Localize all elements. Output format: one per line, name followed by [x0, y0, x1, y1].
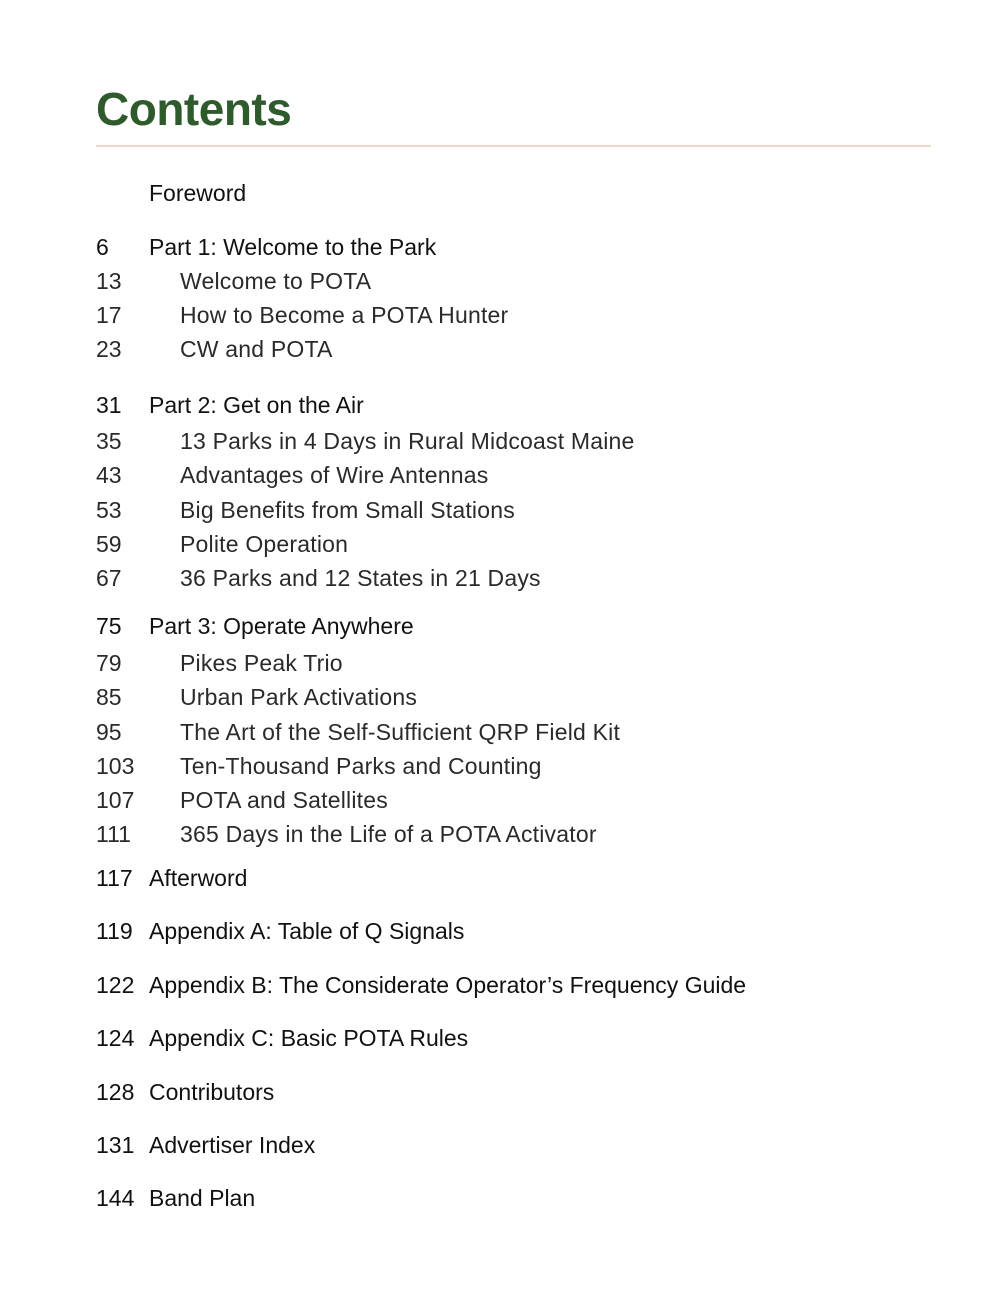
toc-page-number: 67 [96, 565, 122, 591]
toc-entry[interactable] [96, 680, 956, 714]
toc-page-number: 111 [96, 821, 131, 847]
toc-entry-afterword[interactable] [96, 861, 956, 895]
toc-entry-title: Welcome to POTA [180, 268, 372, 294]
toc-page-number: 85 [96, 684, 122, 710]
page-title: Contents [96, 83, 292, 135]
toc-entry-title: Pikes Peak Trio [180, 650, 343, 676]
toc-entry-title: CW and POTA [180, 336, 333, 362]
toc-entry[interactable] [96, 332, 956, 366]
toc-page-number: 6 [96, 234, 109, 260]
toc-page-number: 103 [96, 753, 135, 779]
toc-entry-title: Band Plan [149, 1185, 256, 1211]
toc-entry[interactable] [96, 783, 956, 817]
toc-page-number: 122 [96, 972, 135, 998]
toc-entry-title: How to Become a POTA Hunter [180, 302, 509, 328]
toc-entry-contributors[interactable] [96, 1075, 956, 1109]
toc-entry-title: 365 Days in the Life of a POTA Activator [180, 821, 597, 847]
toc-entry-title: Ten-Thousand Parks and Counting [180, 753, 542, 779]
toc-entry-appendix-a[interactable] [96, 914, 956, 948]
toc-page-number: 124 [96, 1025, 135, 1051]
toc-entry[interactable] [96, 264, 956, 298]
toc-part-heading-1[interactable] [96, 230, 956, 264]
toc-page-number: 117 [96, 865, 133, 891]
toc-entry-foreword[interactable] [96, 176, 956, 210]
toc-entry-title: Urban Park Activations [180, 684, 418, 710]
toc-part-heading-2[interactable] [96, 388, 956, 422]
toc-entry-title: Appendix B: The Considerate Operator’s Frequency Guide [149, 972, 747, 998]
toc-entry[interactable] [96, 646, 956, 680]
toc-entry-title: Appendix C: Basic POTA Rules [149, 1025, 469, 1051]
toc-entry-title: POTA and Satellites [180, 787, 388, 813]
toc-page-number: 35 [96, 428, 122, 454]
toc-entry[interactable] [96, 493, 956, 527]
toc-entry-title: Contributors [149, 1079, 275, 1105]
toc-part-title: Part 1: Welcome to the Park [149, 234, 437, 260]
toc-entry-title: Advertiser Index [149, 1132, 316, 1158]
toc-page-number: 75 [96, 613, 122, 639]
toc-page-number: 128 [96, 1079, 135, 1105]
toc-entry-advertiser-index[interactable] [96, 1128, 956, 1162]
toc-part-title: Part 3: Operate Anywhere [149, 613, 414, 639]
toc-entry[interactable] [96, 561, 956, 595]
toc-page-number: 53 [96, 497, 122, 523]
toc-page-number: 95 [96, 719, 122, 745]
toc-entry-title: The Art of the Self-Sufficient QRP Field Kit [180, 719, 621, 745]
toc-entry-title: Appendix A: Table of Q Signals [149, 918, 465, 944]
toc-entry[interactable] [96, 715, 956, 749]
toc-entry[interactable] [96, 424, 956, 458]
toc-entry-title: 13 Parks in 4 Days in Rural Midcoast Maine [180, 428, 635, 454]
toc-entry[interactable] [96, 817, 956, 851]
toc-entry[interactable] [96, 527, 956, 561]
toc-page-number: 31 [96, 392, 122, 418]
toc-page-number: 17 [96, 302, 122, 328]
toc-entry-appendix-c[interactable] [96, 1021, 956, 1055]
toc-page-number: 13 [96, 268, 122, 294]
toc-entry-title: Foreword [149, 180, 247, 206]
toc-page-number: 131 [96, 1132, 135, 1158]
toc-page-number: 144 [96, 1185, 135, 1211]
toc-part-heading-3[interactable] [96, 609, 956, 643]
title-divider [96, 145, 931, 147]
toc-entry-title: Advantages of Wire Antennas [180, 462, 489, 488]
toc-part-title: Part 2: Get on the Air [149, 392, 364, 418]
toc-page-number: 107 [96, 787, 135, 813]
toc-entry[interactable] [96, 298, 956, 332]
toc-page-number: 43 [96, 462, 122, 488]
toc-page-number: 79 [96, 650, 122, 676]
toc-entry[interactable] [96, 458, 956, 492]
toc-page-number: 59 [96, 531, 122, 557]
toc-page-number: 23 [96, 336, 122, 362]
toc-entry[interactable] [96, 749, 956, 783]
toc-entry-appendix-b[interactable] [96, 968, 956, 1002]
toc-entry-band-plan[interactable] [96, 1181, 956, 1215]
toc-entry-title: Polite Operation [180, 531, 349, 557]
toc-entry-title: 36 Parks and 12 States in 21 Days [180, 565, 541, 591]
toc-page-number: 119 [96, 918, 133, 944]
toc-entry-title: Big Benefits from Small Stations [180, 497, 515, 523]
toc-entry-title: Afterword [149, 865, 248, 891]
